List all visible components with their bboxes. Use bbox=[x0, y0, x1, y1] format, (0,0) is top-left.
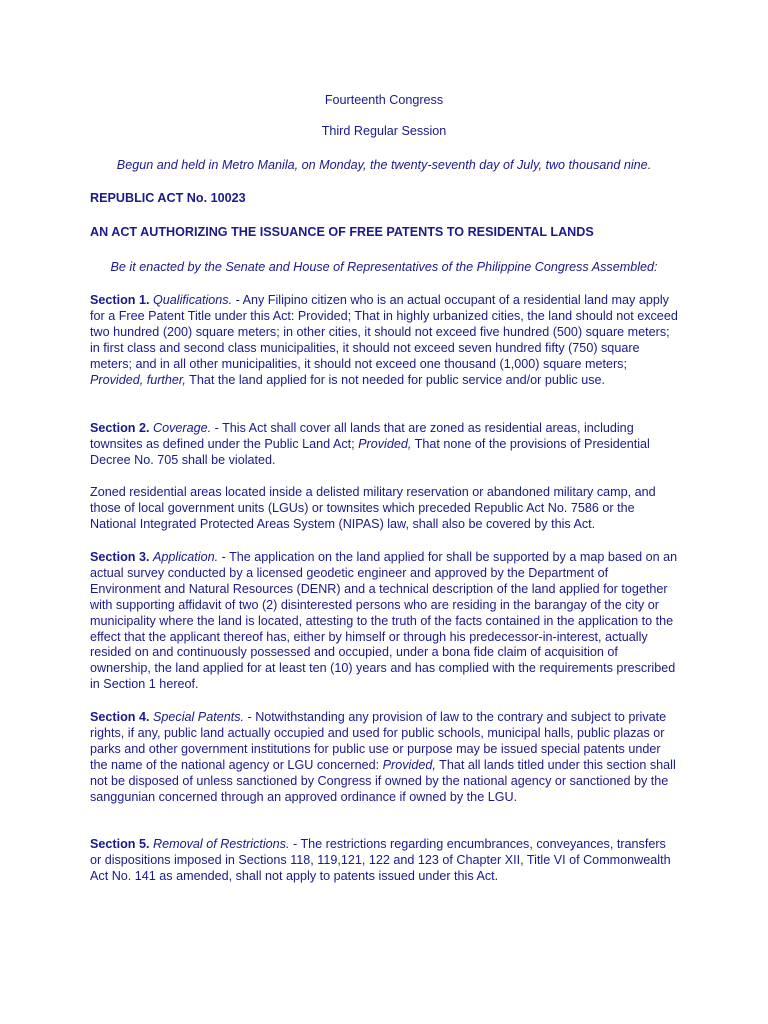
section-1-text-a: - Any Filipino citizen who is an actual occupant of a residential land may apply for a Free Patent Title under this Act: Provided; That in highly urbanized cities, the land should not exceed two hundred (200) square meters; in other cities, it should not exceed five hundred (500) square meters; in first class and second class municipalities, it should not exceed seven hundred fifty (750) square meters; and in all other municipalities, it should not exceed one thousand (1,000) square meters; bbox=[90, 293, 678, 371]
section-1 bbox=[90, 293, 680, 388]
section-4-proviso: Provided, bbox=[382, 757, 436, 772]
section-4-text-a: - Notwithstanding any provision of law to the contrary and subject to private rights, if any, public land actually occupied and used for public schools, municipal halls, public plazas or parks and other government institutions for public use or purpose may be issued special patents under the name of the national agency or LGU concerned: bbox=[90, 710, 667, 772]
act-title: AN ACT AUTHORIZING THE ISSUANCE OF FREE PATENTS TO RESIDENTAL LANDS bbox=[90, 225, 594, 239]
section-1-proviso: Provided, further, bbox=[90, 372, 186, 387]
section-1-text-b: That the land applied for is not needed for public service and/or public use. bbox=[185, 372, 606, 387]
section-1-title: Qualifications. bbox=[153, 293, 233, 307]
begun-line: Begun and held in Metro Manila, on Monday, the twenty-seventh day of July, two thousand nine. bbox=[116, 158, 652, 172]
section-5-text: - The restrictions regarding encumbrances, conveyances, transfers or dispositions imposed in Sections 118, 119,121, 122 and 123 of Chapter XII, Title VI of Commonwealth Act No. 141 as amended, shall not apply to patents issued under this Act. bbox=[90, 837, 671, 883]
section-2-text-b: That none of the provisions of Presidential Decree No. 705 shall be violated. bbox=[90, 436, 650, 467]
section-3-text: - The application on the land applied for shall be supported by a map based on an actual survey conducted by a licensed geodetic engineer and approved by the Department of Environment and Natural Resources (DENR) and a technical description of the land applied for together with supporting affidavit of two (2) disinterested persons who are residing in the barangay of the city or municipality where the land is located, attesting to the truth of the facts contained in the application to the effect that the applicant thereof has, either by himself or through his predecessor-in-interest, actually resided on and continuously possessed and occupied, under a bona fide claim of acquisition of ownership, the land applied for at least ten (10) years and has complied with the requirements prescribed in Section 1 hereof. bbox=[90, 550, 678, 692]
section-3-title: Application. bbox=[153, 550, 219, 564]
session-line: Third Regular Session bbox=[321, 124, 447, 138]
act-number: REPUBLIC ACT No. 10023 bbox=[90, 191, 246, 205]
section-2-heading: Section 2. bbox=[90, 421, 150, 435]
section-2 bbox=[90, 421, 680, 469]
section-3 bbox=[90, 550, 680, 693]
enacting-clause: Be it enacted by the Senate and House of Representatives of the Philippine Congress Assembled: bbox=[110, 260, 658, 274]
section-5-title: Removal of Restrictions. bbox=[153, 837, 290, 851]
section-4-heading: Section 4. bbox=[90, 710, 150, 724]
section-1-heading: Section 1. bbox=[90, 293, 150, 307]
section-2-paragraph-2: Zoned residential areas located inside a delisted military reservation or abandoned military camp, and those of local government units (LGUs) or townsites which preceded Republic Act No. 7586 or the National Integrated Protected Areas System (NIPAS) law, shall also be covered by this Act. bbox=[90, 485, 656, 531]
section-2-proviso: Provided, bbox=[358, 436, 412, 451]
section-5-heading: Section 5. bbox=[90, 837, 150, 851]
section-2-text-a: - This Act shall cover all lands that are zoned as residential areas, including townsites as defined under the Public Land Act; bbox=[90, 421, 634, 451]
section-4-text-b: That all lands titled under this section shall not be disposed of unless sanctioned by Congress if owned by the national agency or sanctioned by the sanggunian concerned through an approved ordinance if owned by the LGU. bbox=[90, 757, 676, 804]
section-3-heading: Section 3. bbox=[90, 550, 150, 564]
section-5 bbox=[90, 837, 680, 885]
section-2-title: Coverage. bbox=[153, 421, 212, 435]
section-4 bbox=[90, 710, 680, 805]
congress-line: Fourteenth Congress bbox=[324, 93, 444, 107]
section-4-title: Special Patents. bbox=[153, 710, 245, 724]
